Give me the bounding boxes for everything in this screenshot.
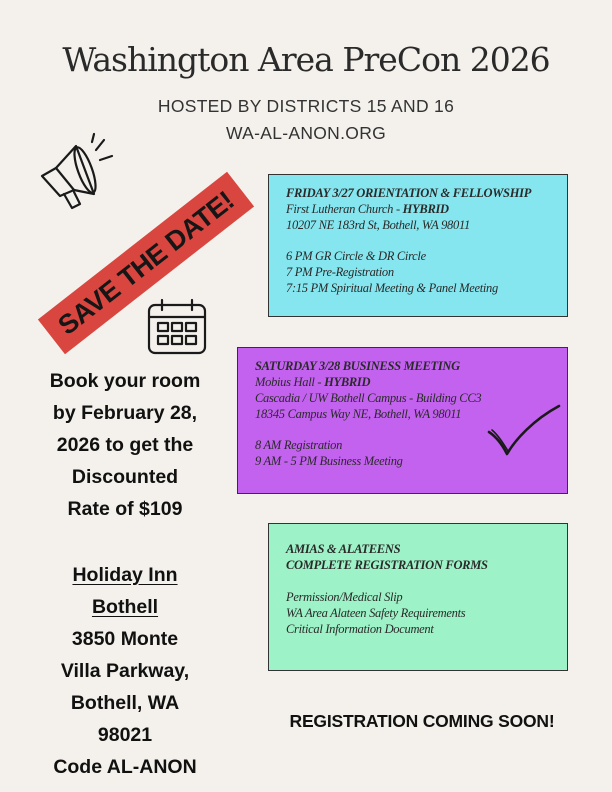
hotel-name-link[interactable]: Holiday Inn [72,564,178,586]
amias-heading: COMPLETE REGISTRATION FORMS [286,558,488,572]
friday-heading: FRIDAY 3/27 ORIENTATION & FELLOWSHIP [286,186,532,200]
form-item: Permission/Medical Slip [286,590,403,604]
amias-heading: AMIAS & ALATEENS [286,542,401,556]
friday-venue: First Lutheran Church - HYBRID [286,202,449,216]
saturday-venue: Mobius Hall - HYBRID [255,375,371,389]
form-item: WA Area Alateen Safety Requirements [286,606,466,620]
friday-schedule-item: 7 PM Pre-Registration [286,265,394,279]
hosted-by: HOSTED BY DISTRICTS 15 AND 16 [157,96,455,116]
hotel-info [0,559,250,783]
hotel-address-line: Bothell, WA [70,692,180,714]
page-title: Washington Area PreCon 2026 [62,40,550,79]
hotel-address-line: 3850 Monte [71,628,179,650]
saturday-schedule-item: 9 AM - 5 PM Business Meeting [255,454,403,468]
hotel-address-line: 98021 [97,724,153,746]
checkmark-icon [485,402,563,460]
amias-alateens-card [268,523,568,671]
saturday-heading: SATURDAY 3/28 BUSINESS MEETING [255,359,460,373]
booking-line: Discounted [71,466,179,488]
saturday-address: Cascadia / UW Bothell Campus - Building CC3 [255,391,482,405]
saturday-address: 18345 Campus Way NE, Bothell, WA 98011 [255,407,462,421]
megaphone-icon [34,132,124,222]
hotel-name-link[interactable]: Bothell [91,596,159,618]
booking-line: by February 28, [52,402,198,424]
booking-code: Code AL-ANON [53,756,197,778]
booking-line: Book your room [49,370,201,392]
website-link[interactable]: WA-AL-ANON.ORG [225,123,387,143]
booking-info [0,365,250,525]
booking-line: 2026 to get the [56,434,194,456]
friday-schedule-item: 6 PM GR Circle & DR Circle [286,249,426,263]
saturday-schedule-item: 8 AM Registration [255,438,343,452]
booking-line: Rate of $109 [67,498,183,520]
form-item: Critical Information Document [286,622,434,636]
registration-notice: REGISTRATION COMING SOON! [289,711,555,731]
calendar-icon [146,297,208,357]
friday-schedule-item: 7:15 PM Spiritual Meeting & Panel Meeting [286,281,498,295]
friday-address: 10207 NE 183rd St, Bothell, WA 98011 [286,218,470,232]
save-the-date-stamp: SAVE THE DATE! [38,172,254,354]
hotel-address-line: Villa Parkway, [60,660,190,682]
friday-card [268,174,568,317]
